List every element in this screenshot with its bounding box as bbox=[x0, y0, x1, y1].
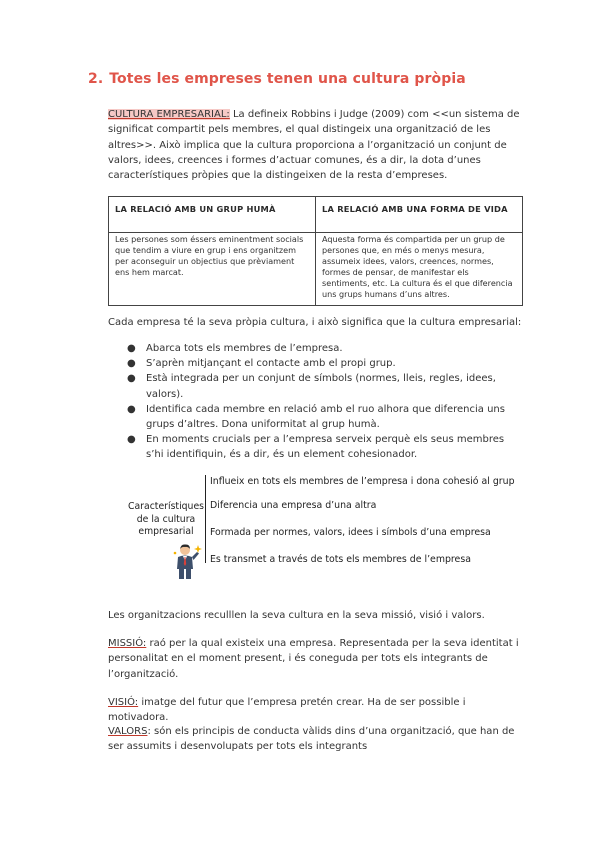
diagram-item: Es transmet a través de tots els membres de l’empresa bbox=[210, 554, 471, 565]
values-paragraph bbox=[108, 724, 523, 755]
diagram-item: Influeix en tots els membres de l’empresa i dona cohesió al grup bbox=[210, 476, 515, 487]
bullet-icon: ● bbox=[127, 434, 136, 446]
list-item-text: En moments crucials per a l’empresa serveix perquè els seus membres s’hi identifiquin, és a dir, és un element cohesionador. bbox=[146, 434, 505, 461]
bullet-icon: ● bbox=[127, 373, 136, 385]
characteristics-diagram bbox=[108, 470, 528, 580]
list-item-text: Identifica cada membre en relació amb el ruo alhora que diferencia uns grups d’altres. Dona uniformitat al grup humà. bbox=[146, 403, 505, 431]
mission-term: MISSIÓ: bbox=[108, 638, 147, 649]
mission-text: raó per la qual existeix una empresa. Representada per la seva identitat i personalitat en el moment present, i és coneguda per tots els integrants de l’organització. bbox=[108, 638, 519, 680]
section-number: 2. bbox=[88, 71, 104, 87]
vision-text: imatge del futur que l’empresa pretén crear. Ha de ser possible i motivadora. bbox=[108, 697, 466, 724]
list-item-text: Està integrada per un conjunt de símbols (normes, lleis, regles, idees, valors). bbox=[146, 373, 496, 400]
table-header-group: LA RELACIÓ AMB UN GRUP HUMÀ bbox=[109, 197, 316, 233]
vision-term: VISIÓ: bbox=[108, 697, 139, 708]
list-item bbox=[108, 402, 523, 432]
section-heading bbox=[88, 71, 466, 87]
table-header-lifestyle: LA RELACIÓ AMB UNA FORMA DE VIDA bbox=[316, 197, 523, 233]
diagram-bracket bbox=[205, 475, 206, 563]
mission-paragraph bbox=[108, 636, 523, 682]
intro-paragraph bbox=[108, 107, 523, 183]
section-title: Totes les empreses tenen una cultura pròpia bbox=[109, 71, 466, 87]
bullet-list bbox=[108, 341, 523, 463]
diagram-title: Característiques de la cultura empresarial bbox=[127, 501, 205, 537]
list-item bbox=[108, 341, 523, 356]
list-item bbox=[108, 371, 523, 401]
relation-table bbox=[108, 196, 523, 306]
values-term: VALORS bbox=[108, 726, 148, 737]
list-item bbox=[108, 432, 523, 462]
diagram-item: Formada per normes, valors, idees i símbols d’una empresa bbox=[210, 527, 491, 538]
table-cell-lifestyle: Aquesta forma és compartida per un grup de persones que, en més o menys mesura, assumeix idees, valors, creences, normes, formes de pensar, de manifestar els sentiments, etc. La cultura és el que diferencia uns grups humans d’uns altres. bbox=[316, 233, 523, 306]
diagram-item: Diferencia una empresa d’una altra bbox=[210, 500, 377, 511]
bullet-icon: ● bbox=[127, 343, 136, 354]
values-text: : són els principis de conducta vàlids dins d’una organització, que han de ser assumits i desenvolupats per tots els integrants bbox=[108, 726, 515, 753]
vision-paragraph bbox=[108, 695, 523, 726]
intro-text: La defineix Robbins i Judge (2009) com <<un sistema de significat compartit pels membres, el qual distingeix una organització de les altres>>. Això implica que la cultura proporciona a l’organització un conjunt de valors, idees, creences i formes d’actuar comunes, és a dir, la dota d’unes característiques pròpies que la distingeixen de la resta d’empreses. bbox=[108, 109, 520, 182]
list-item-text: Abarca tots els membres de l’empresa. bbox=[146, 343, 343, 354]
list-item-text: S’aprèn mitjançant el contacte amb el propi grup. bbox=[146, 358, 396, 370]
bullet-icon: ● bbox=[127, 358, 136, 370]
list-item bbox=[108, 356, 523, 371]
businessman-icon bbox=[172, 543, 202, 581]
intro-term: CULTURA EMPRESARIAL: bbox=[108, 109, 230, 120]
table-cell-group: Les persones som éssers eminentment socials que tendim a viure en grup i ens organitzem per aconseguir un objectius que prèviament ens hem marcat. bbox=[109, 233, 316, 306]
organizations-paragraph: Les organitzacions reculllen la seva cultura en la seva missió, visió i valors. bbox=[108, 610, 485, 621]
bullet-icon: ● bbox=[127, 403, 136, 415]
cada-paragraph: Cada empresa té la seva pròpia cultura, i això significa que la cultura empresarial: bbox=[108, 317, 522, 328]
